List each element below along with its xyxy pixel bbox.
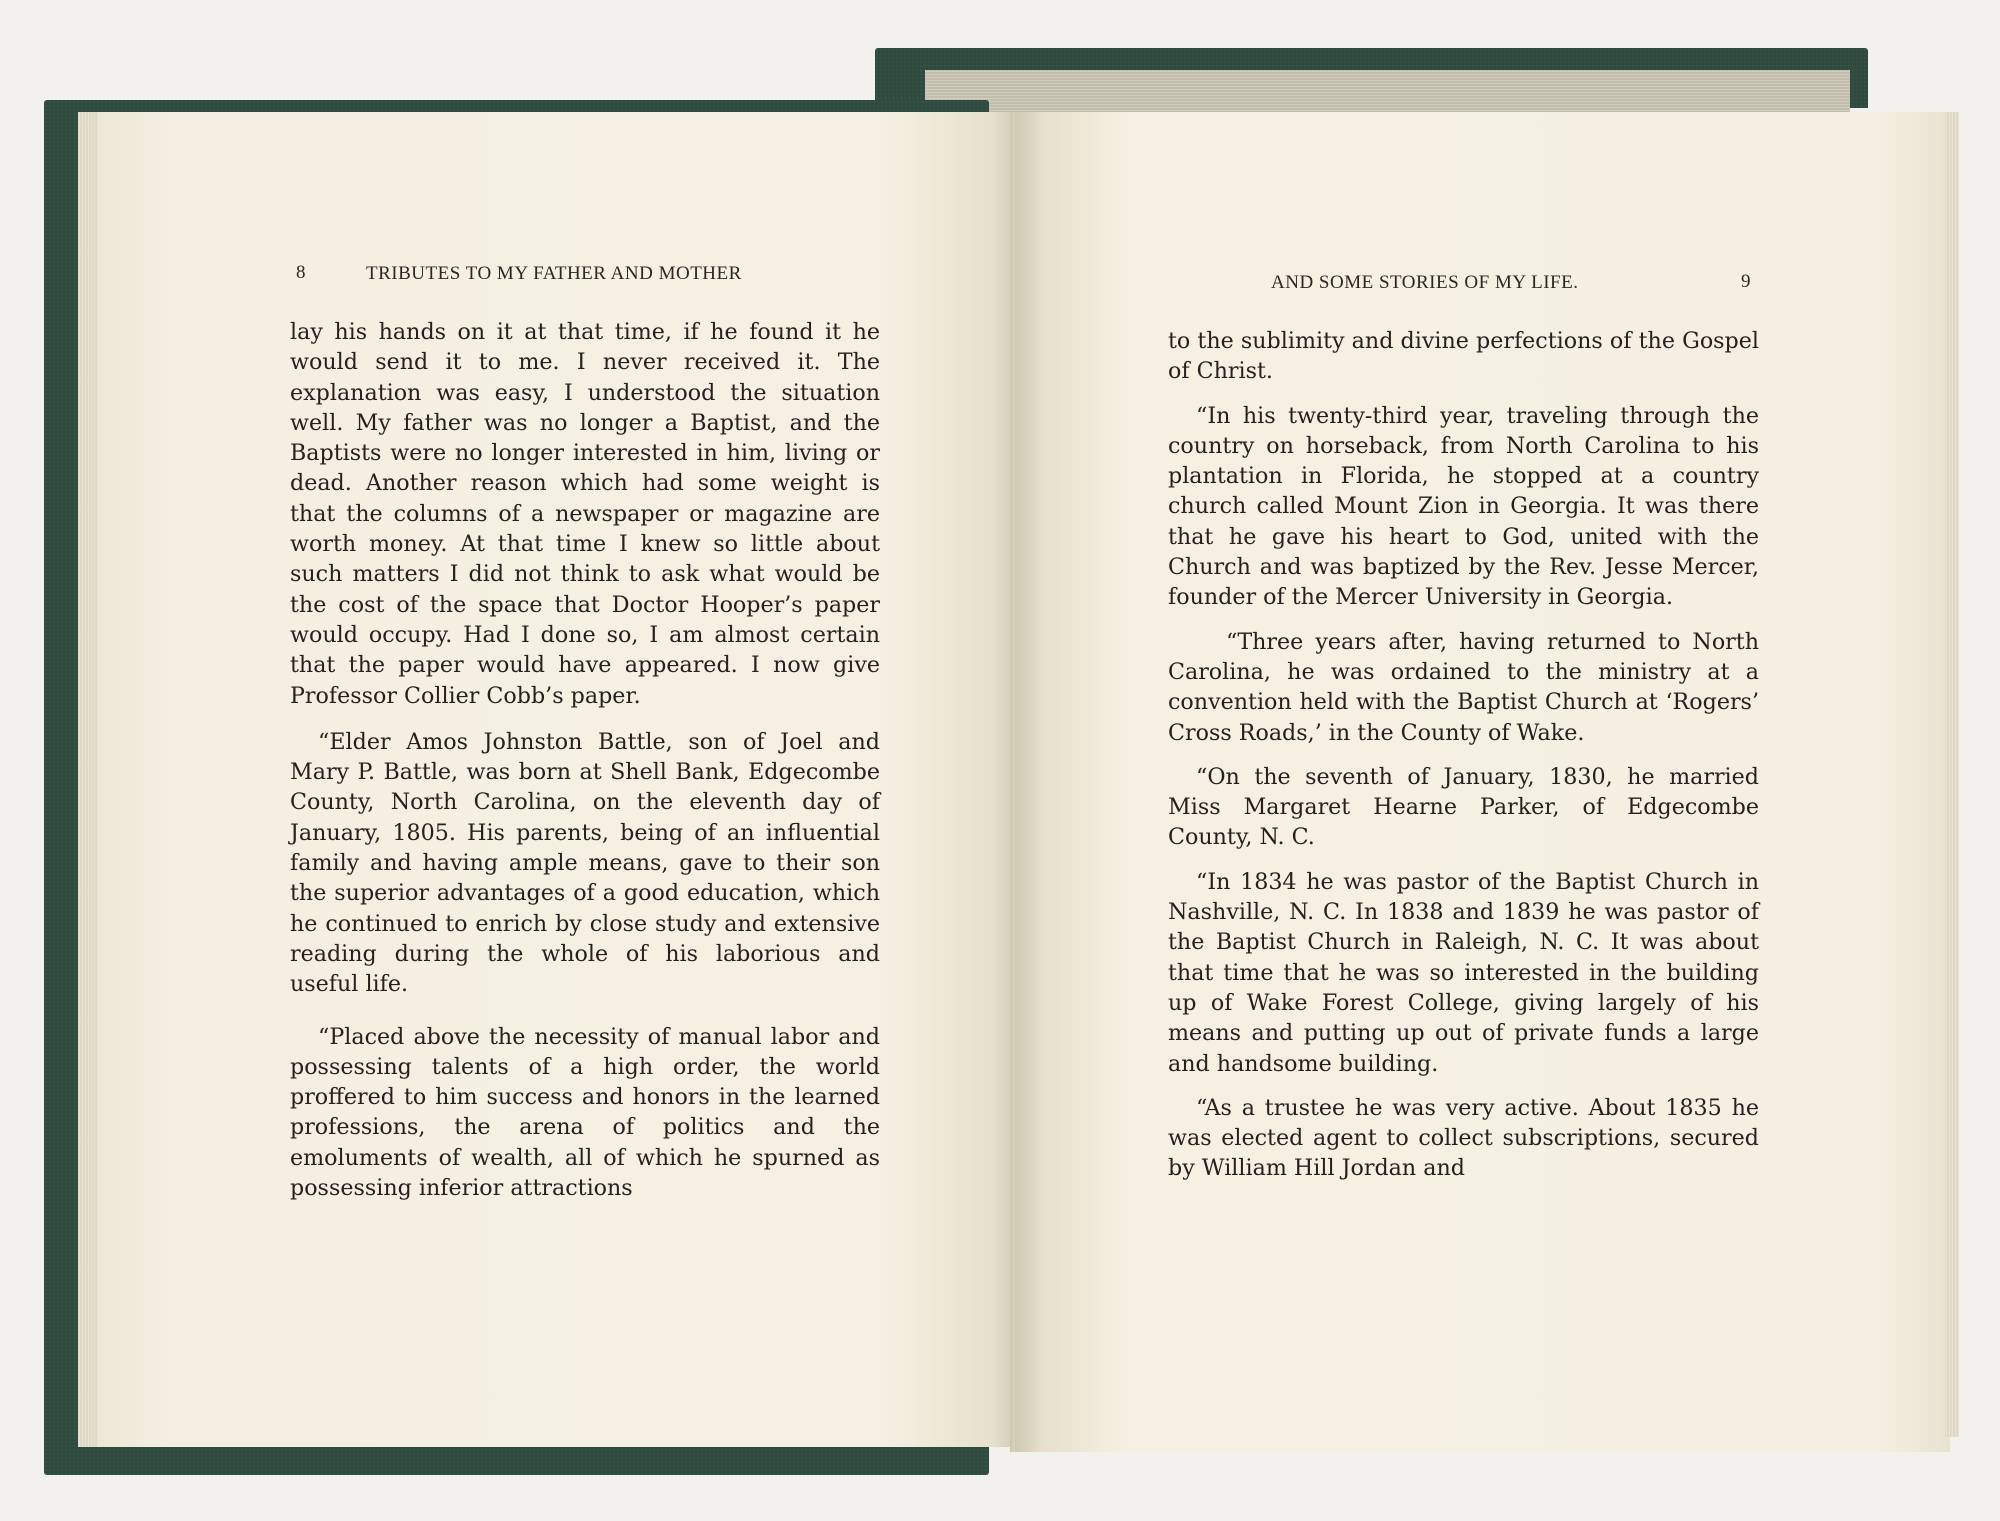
- left-paragraph-1: lay his hands on it at that time, if he found it he would send it to me. I never received it. The explanation was easy, I understood the situation well. My father was no longer a Baptist, and the Baptists were no longer interested in him, living or dead. Another reason which had some weight is that the columns of a newspaper or magazine are worth money. At that time I knew so little about such matters I did not think to ask what would be the cost of the space that Doctor Hooper’s paper would occupy. Had I done so, I am almost certain that the paper would have appeared. I now give Professor Collier Cobb’s paper.: [290, 319, 880, 709]
- left-body-text: [290, 317, 880, 1203]
- right-page: [1015, 112, 1950, 1452]
- left-paragraph-3: “Placed above the necessity of manual labor and possessing talents of a high order, the world proffered to him success and honors in the learned professions, the arena of politics and the emoluments of wealth, all of which he spurned as possessing inferior attractions: [290, 1023, 880, 1202]
- right-paragraph-3: “Three years after, having returned to North Carolina, he was ordained to the ministry at a convention held with the Baptist Church at ‘Rogers’ Cross Roads,’ in the County of Wake.: [1168, 628, 1759, 746]
- right-page-edges: [1945, 112, 1959, 1437]
- right-paragraph-6: “As a trustee he was very active. About 1835 he was elected agent to collect subscriptions, secured by William Hill Jordan and: [1168, 1094, 1759, 1182]
- left-page-number: 8: [296, 262, 306, 283]
- left-paragraph-2: “Elder Amos Johnston Battle, son of Joel and Mary P. Battle, was born at Shell Bank, Edgecombe County, North Carolina, on the eleventh day of January, 1805. His parents, being of an influential family and having ample means, gave to their son the superior advantages of a good education, which he continued to enrich by close study and extensive reading during the whole of his laborious and useful life.: [290, 728, 880, 998]
- right-paragraph-4: “On the seventh of January, 1830, he married Miss Margaret Hearne Parker, of Edgecombe County, N. C.: [1168, 763, 1759, 851]
- right-paragraph-5: “In 1834 he was pastor of the Baptist Church in Nashville, N. C. In 1838 and 1839 he was pastor of the Baptist Church in Raleigh, N. C. It was about that time that he was so interested in the building up of Wake Forest College, giving largely of his means and putting up out of private funds a large and handsome building.: [1168, 868, 1759, 1077]
- left-page: [98, 112, 1020, 1447]
- right-paragraph-2: “In his twenty-third year, traveling through the country on horseback, from North Carolina to his plantation in Florida, he stopped at a country church called Mount Zion in Georgia. It was there that he gave his heart to God, united with the Church and was baptized by the Rev. Jesse Mercer, founder of the Mercer University in Georgia.: [1168, 402, 1759, 611]
- page-edges: [925, 70, 1850, 115]
- right-paragraph-1: to the sublimity and divine perfections of the Gospel of Christ.: [1168, 328, 1759, 385]
- right-body-text: [1168, 326, 1759, 1184]
- right-page-number: 9: [1741, 271, 1751, 292]
- left-running-head: TRIBUTES TO MY FATHER AND MOTHER: [366, 263, 742, 284]
- right-running-head: AND SOME STORIES OF MY LIFE.: [1271, 272, 1579, 293]
